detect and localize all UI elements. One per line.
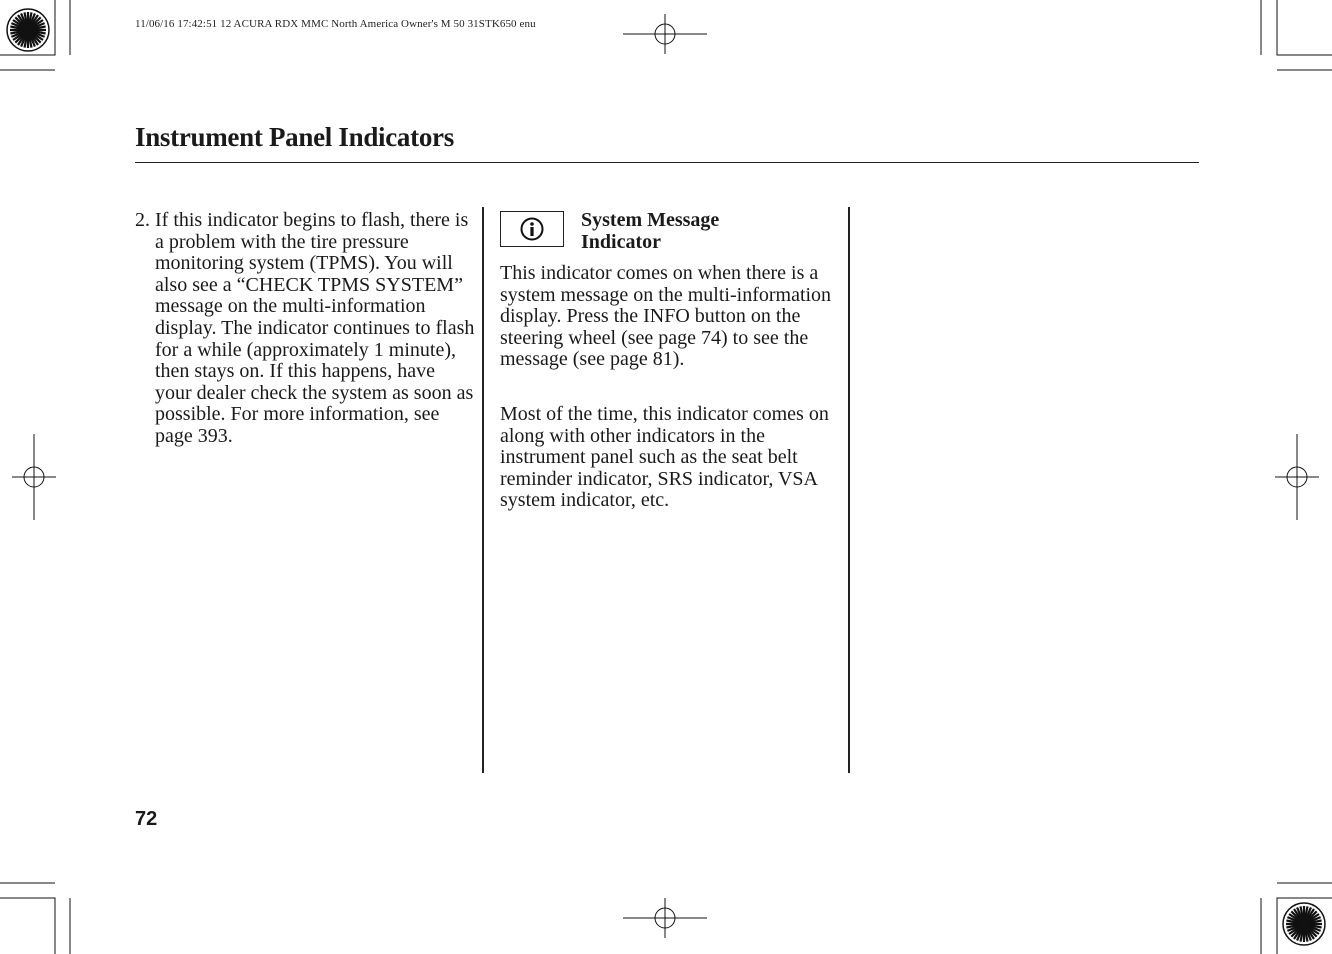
page-number: 72 [135,808,158,830]
crosshair-left [12,434,56,520]
page-title: Instrument Panel Indicators [135,122,454,152]
step-number: 2. [135,209,150,231]
crosshair-right [1275,434,1319,520]
tpms-step-item [135,210,475,448]
crosshair-bottom [623,898,707,938]
column-divider-right [848,207,850,773]
column-divider-left [482,207,484,773]
title-divider [135,162,1199,163]
registration-sunburst-bottom-right [1283,903,1325,945]
registration-sunburst-top-left [7,9,49,51]
info-circle-icon [519,216,545,242]
step-text: If this indicator begins to flash, there is a problem with the tire pressure monitoring system (TPMS). You will also see a “CHECK TPMS SYSTEM” message on the multi-information display. The indicator continues to flash for a while (approximately 1 minute), then stays on. If this happens, have your dealer check the system as soon as possible. For more information, see page 393. [155,209,475,447]
crosshair-top [623,14,707,54]
indicator-heading: System Message Indicator [581,209,720,253]
indicator-description: This indicator comes on when there is a system message on the multi-information display. Press the INFO button on the steering wheel (see page 74) to see the message (see page 81). [500,262,832,371]
print-job-header: 11/06/16 17:42:51 12 ACURA RDX MMC North America Owner's M 50 31STK650 enu [135,18,536,30]
indicator-note: Most of the time, this indicator comes on along with other indicators in the instrument panel such as the seat belt reminder indicator, SRS indicator, VSA system indicator, etc. [500,403,829,512]
system-message-indicator-symbol [500,211,564,247]
